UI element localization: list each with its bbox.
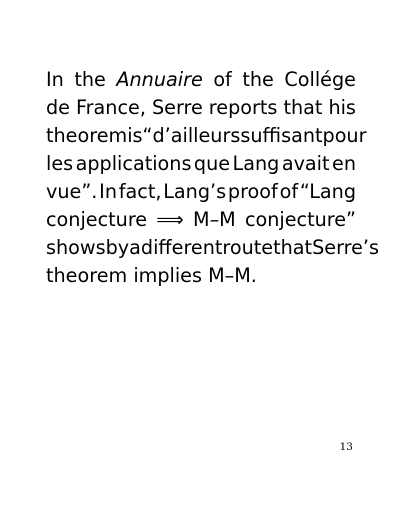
word: Collége [284,68,356,91]
word: theorem [46,264,128,287]
paragraph-line-8 [46,264,356,292]
word: suffisant [240,124,323,147]
word: reports [208,96,278,119]
word: a [129,236,141,259]
paragraph-line-5 [46,180,356,208]
word: en [332,152,356,175]
word: the [242,68,274,91]
word: les [46,152,74,175]
implies-arrow-symbol: ⟹ [156,208,184,231]
word: M–M [193,208,236,231]
word: que [193,152,231,175]
word: In [46,68,64,91]
paragraph-line-2 [46,96,356,124]
word: vue”. [46,180,98,203]
word: de [46,96,70,119]
paragraph-line-1 [46,68,356,96]
word: different [140,236,223,259]
word: of [279,180,299,203]
word: his [328,96,356,119]
paragraph-line-4 [46,152,356,180]
body-paragraph [46,68,379,292]
word: the [74,68,106,91]
word: is [127,124,143,147]
word: proof [227,180,278,203]
paragraph-line-6 [46,208,356,236]
paragraph-line-3 [46,124,367,152]
word: In [99,180,117,203]
word: shows [46,236,106,259]
word: route [222,236,274,259]
word: conjecture [46,208,148,231]
word: theorem [46,124,128,147]
word: M–M. [208,264,257,287]
word: fact, [118,180,162,203]
word: pour [322,124,367,147]
word: by [105,236,130,259]
word: Lang [232,152,280,175]
word: “Lang [299,180,356,203]
word-italic: Annuaire [116,68,203,91]
word: France, [76,96,146,119]
word: avait [281,152,330,175]
paragraph-line-7 [46,236,379,264]
word: Lang’s [163,180,227,203]
word: Serre’s [312,236,379,259]
word: implies [133,264,202,287]
word: Serre [151,96,203,119]
page-number: 13 [339,441,353,453]
word: that [283,96,323,119]
word: “d’ailleurs [142,124,241,147]
word: conjecture” [244,208,356,231]
word: of [213,68,232,91]
word: applications [75,152,192,175]
word: that [273,236,313,259]
